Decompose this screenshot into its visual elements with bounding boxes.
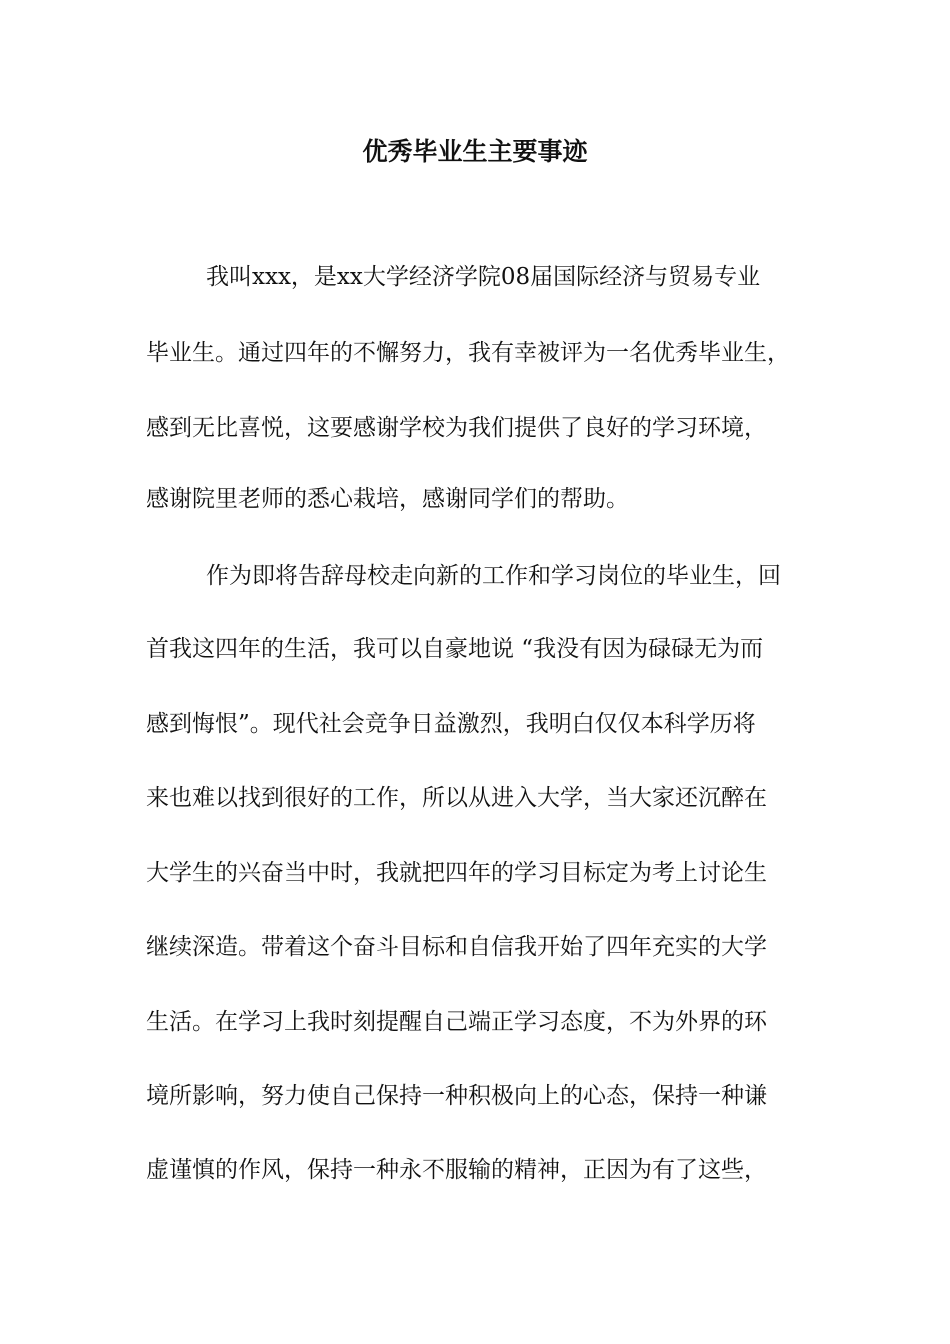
paragraph-2-line-3: 感到悔恨”。现代社会竞争日益激烈，我明白仅仅本科学历将 xyxy=(146,711,756,737)
paragraph-2-line-6: 继续深造。带着这个奋斗目标和自信我开始了四年充实的大学 xyxy=(146,934,767,960)
paragraph-2-line-2: 首我这四年的生活，我可以自豪地说 “我没有因为碌碌无为而 xyxy=(146,636,764,662)
paragraph-2-line-9: 虚谨慎的作风，保持一种永不服输的精神，正因为有了这些， xyxy=(146,1157,767,1183)
paragraph-2-line-8: 境所影响，努力使自己保持一种积极向上的心态，保持一种谦 xyxy=(146,1083,767,1109)
paragraph-1-line-3: 感到无比喜悦，这要感谢学校为我们提供了良好的学习环境， xyxy=(146,415,767,441)
paragraph-2-line-7: 生活。在学习上我时刻提醒自己端正学习态度，不为外界的环 xyxy=(146,1009,767,1035)
document-title: 优秀毕业生主要事迹 xyxy=(362,137,588,166)
paragraph-1-line-1: 我叫xxx，是xx大学经济学院08届国际经济与贸易专业 xyxy=(206,264,761,290)
paragraph-1-line-4: 感谢院里老师的悉心栽培，感谢同学们的帮助。 xyxy=(146,486,629,512)
paragraph-2-line-4: 来也难以找到很好的工作，所以从进入大学，当大家还沉醉在 xyxy=(146,785,767,811)
paragraph-2-line-5: 大学生的兴奋当中时，我就把四年的学习目标定为考上讨论生 xyxy=(146,860,767,886)
paragraph-1-line-2: 毕业生。通过四年的不懈努力，我有幸被评为一名优秀毕业生， xyxy=(146,340,790,366)
paragraph-2-line-1: 作为即将告辞母校走向新的工作和学习岗位的毕业生，回 xyxy=(206,563,781,589)
